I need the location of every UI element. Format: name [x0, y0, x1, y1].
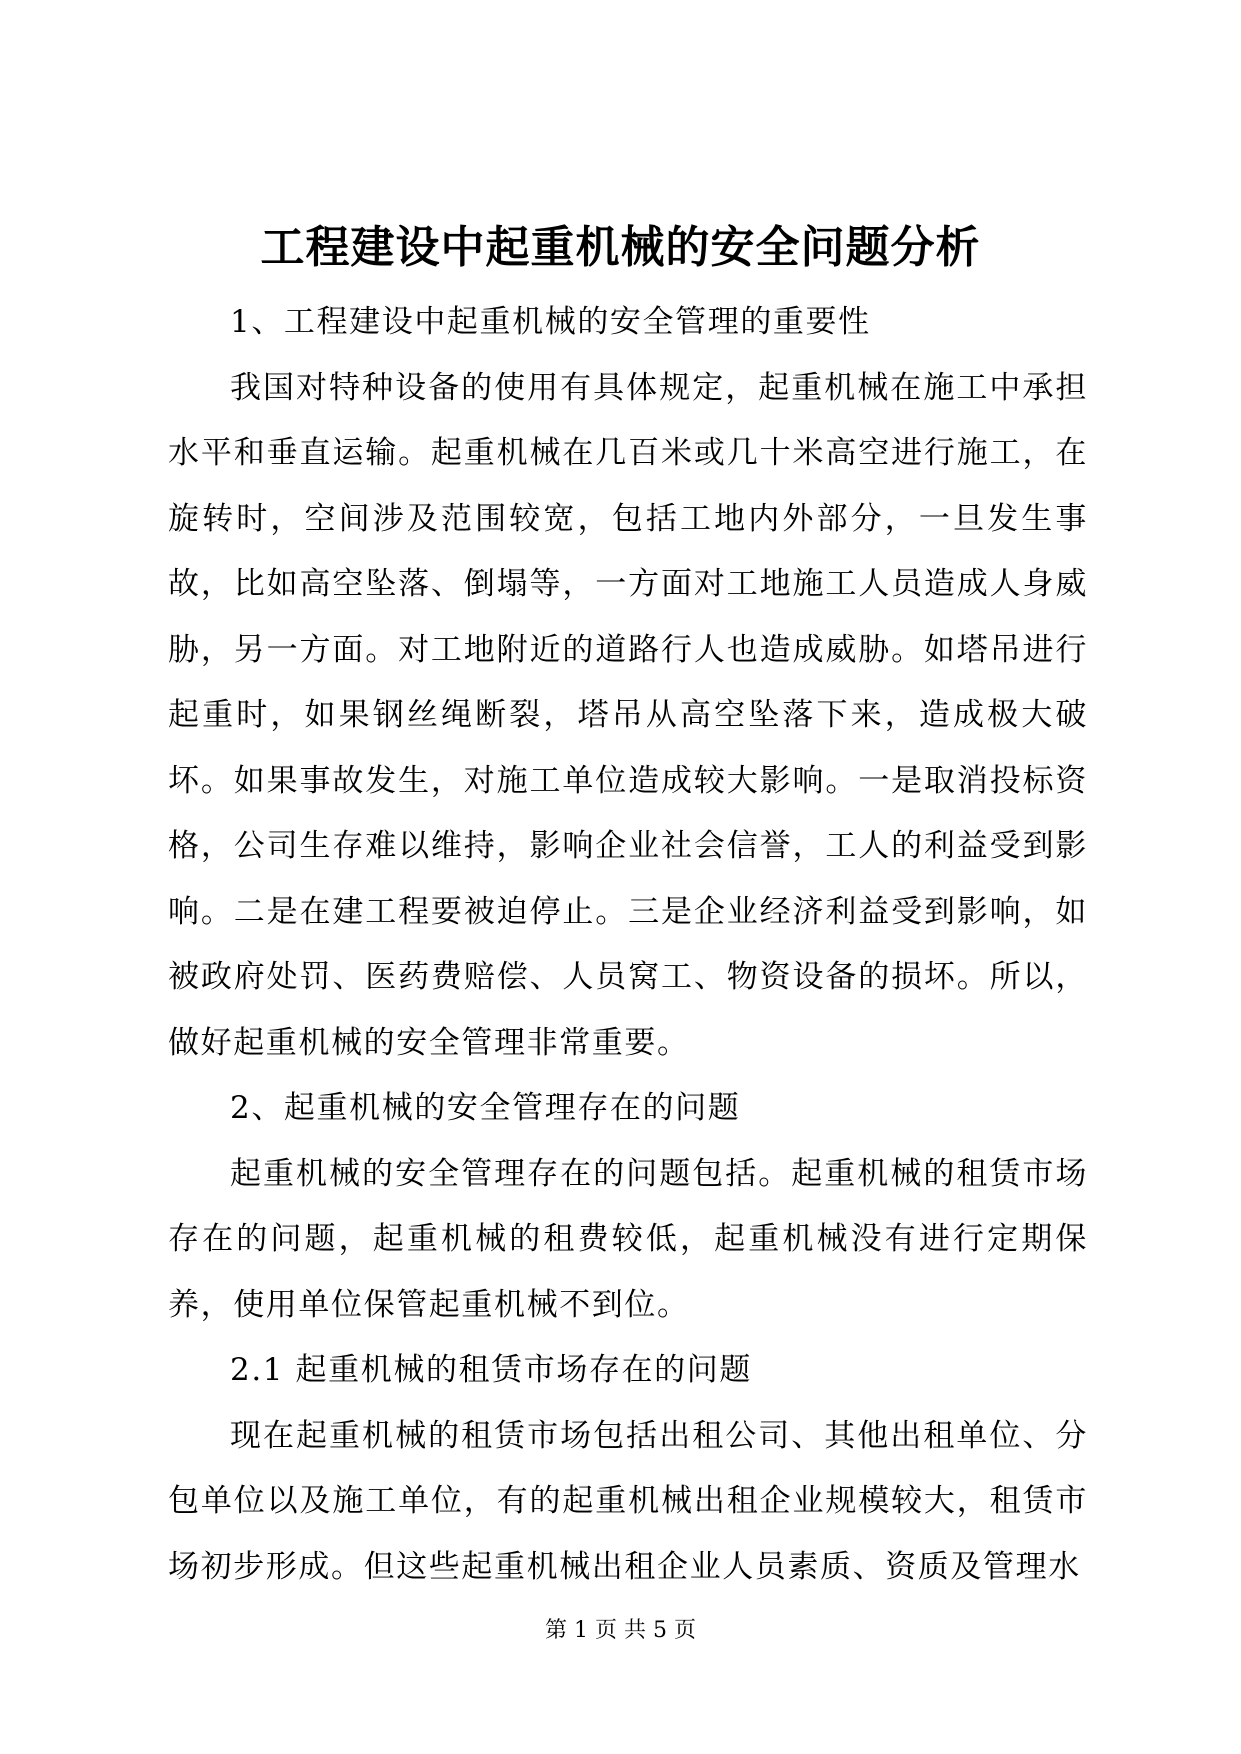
body-paragraph: 起重机械的安全管理存在的问题包括。起重机械的租赁市场存在的问题，起重机械的租费较低，起重机械没有进行定期保养，使用单位保管起重机械不到位。 [168, 1155, 1088, 1323]
document-title: 工程建设中起重机械的安全问题分析 [260, 222, 981, 273]
section-heading-2: 2、起重机械的安全管理存在的问题 [230, 1090, 741, 1126]
page-footer: 第 1 页 共 5 页 [545, 1618, 696, 1643]
subsection-heading-2-1: 2.1 起重机械的租赁市场存在的问题 [230, 1352, 752, 1388]
body-paragraph: 现在起重机械的租赁市场包括出租公司、其他出租单位、分包单位以及施工单位，有的起重机械出租企业规模较大，租赁市场初步形成。但这些起重机械出租企业人员素质、资质及管理水 [168, 1417, 1088, 1585]
body-paragraph: 我国对特种设备的使用有具体规定，起重机械在施工中承担水平和垂直运输。起重机械在几百米或几十米高空进行施工，在旋转时，空间涉及范围较宽，包括工地内外部分，一旦发生事故，比如高空坠落、倒塌等，一方面对工地施工人员造成人身威胁，另一方面。对工地附近的道路行人也造成威胁。如塔吊进行起重时，如果钢丝绳断裂，塔吊从高空坠落下来，造成极大破坏。如果事故发生，对施工单位造成较大影响。一是取消投标资格，公司生存难以维持，影响企业社会信誉，工人的利益受到影响。二是在建工程要被迫停止。三是企业经济利益受到影响，如被政府处罚、医药费赔偿、人员窝工、物资设备的损坏。所以，做好起重机械的安全管理非常重要。 [168, 369, 1088, 1061]
document-body [168, 290, 1088, 1600]
section-heading-1: 1、工程建设中起重机械的安全管理的重要性 [230, 304, 871, 340]
